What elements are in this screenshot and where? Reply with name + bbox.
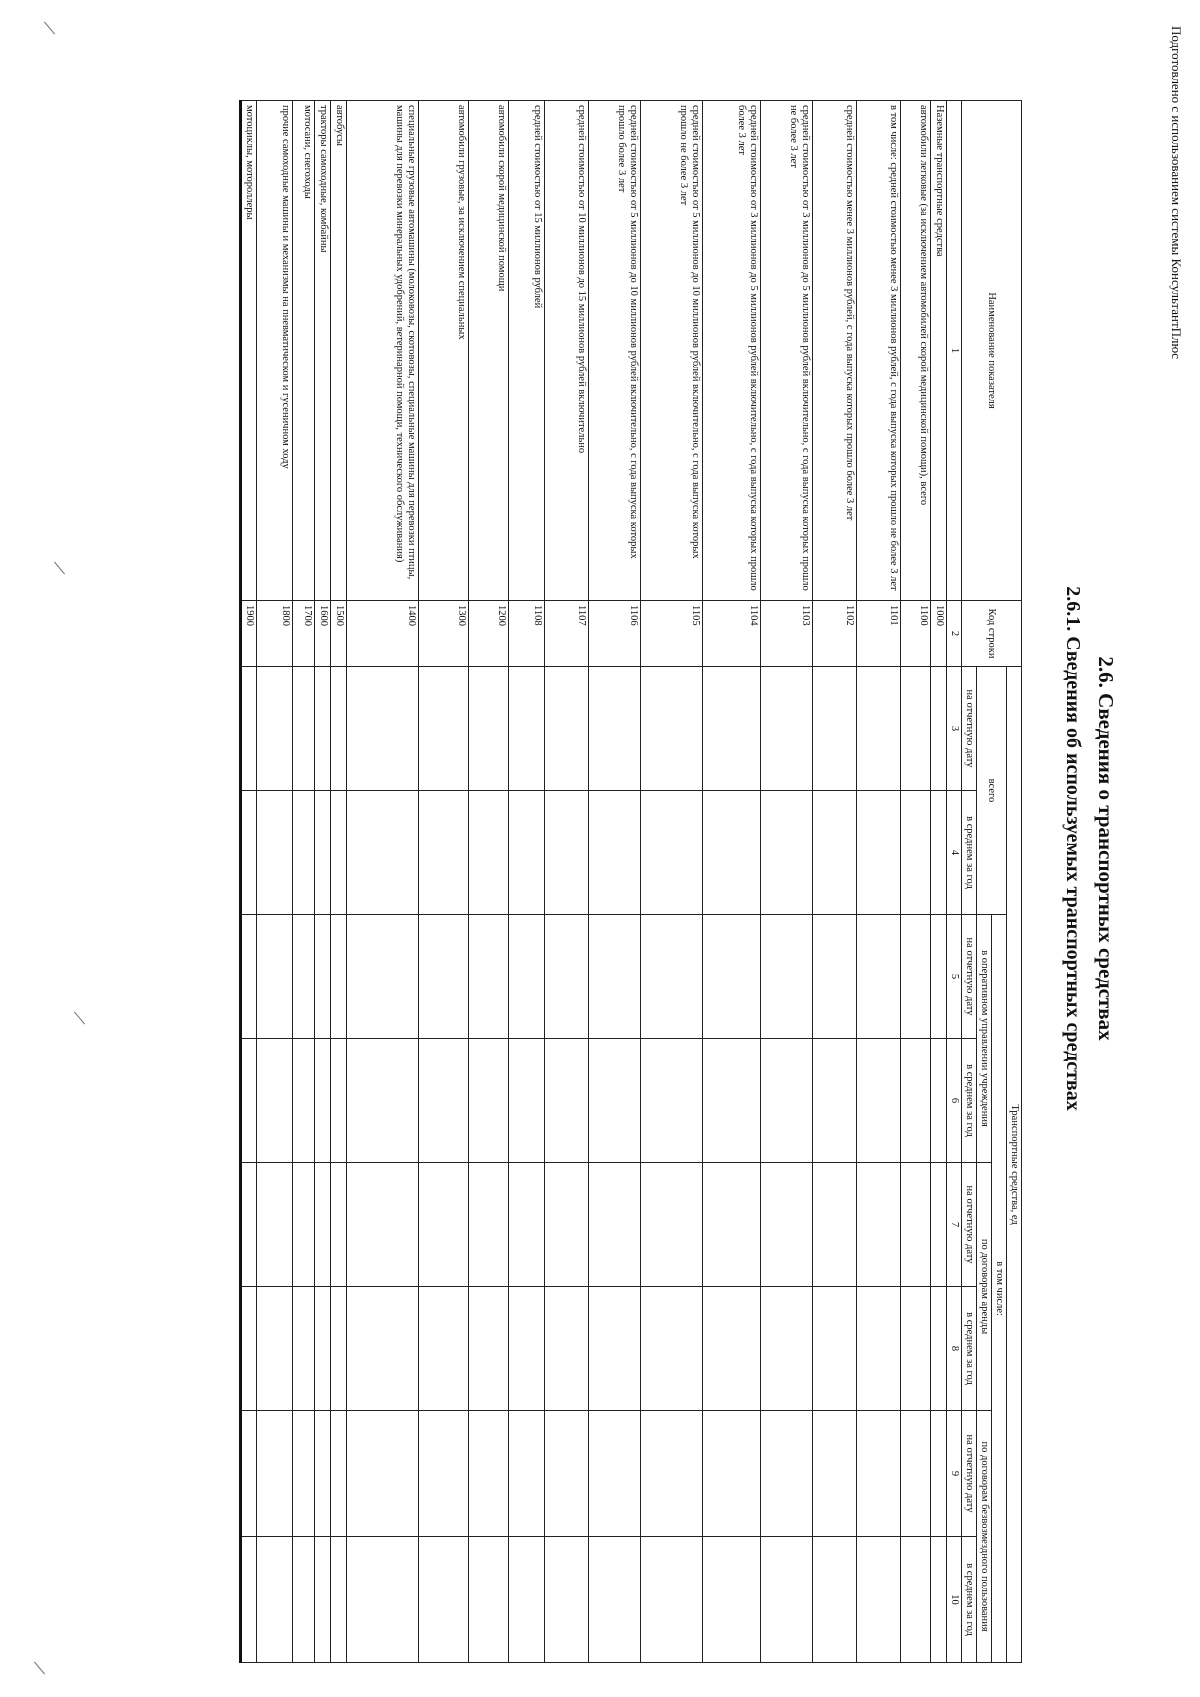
value-cell [544,1411,588,1537]
value-cell [314,1039,330,1163]
value-cell [588,1039,640,1163]
value-cell [588,667,640,791]
value-cell [640,667,702,791]
value-cell [702,1537,760,1663]
value-cell [314,1411,330,1537]
value-cell [418,915,468,1039]
value-cell [330,667,346,791]
value-cell [418,1287,468,1411]
header-free-on-date: на отчетную дату [961,1411,976,1537]
section-title: 2.6. Сведения о транспортных средствах [1094,656,1118,1041]
value-cell [856,1411,900,1537]
scan-mark [54,562,65,575]
value-cell [930,1411,946,1537]
row-name: автомобили скорой медицинской помощи [468,101,508,601]
value-cell [760,1163,812,1287]
value-cell [900,1039,930,1163]
value-cell [418,1537,468,1663]
value-cell [256,1287,292,1411]
value-cell [346,1537,418,1663]
header-total-avg: в среднем за год [961,791,976,915]
value-cell [240,791,256,915]
row-name: автомобили грузовые, за исключением специальных [418,101,468,601]
col-num: 7 [946,1163,961,1287]
value-cell [640,1287,702,1411]
value-cell [468,667,508,791]
header-incl: в том числе: [991,915,1006,1663]
row-name: средней стоимостью от 3 миллионов до 5 миллионов рублей включительно, с года выпуска которых прошло более 3 лет [702,101,760,601]
row-name: средней стоимостью от 3 миллионов до 5 миллионов рублей включительно, с года выпуска которых прошло не более 3 лет [760,101,812,601]
row-name: средней стоимостью менее 3 миллионов рублей, с года выпуска которых прошло более 3 лет [812,101,856,601]
value-cell [702,1287,760,1411]
value-cell [418,1411,468,1537]
value-cell [760,1287,812,1411]
value-cell [418,1163,468,1287]
table-header [946,101,1021,1663]
row-code: 1200 [468,601,508,667]
table-row [508,101,544,1663]
value-cell [330,1411,346,1537]
value-cell [900,915,930,1039]
header-operative-avg: в среднем за год [961,1039,976,1163]
value-cell [640,1411,702,1537]
row-name: в том числе: средней стоимостью менее 3 миллионов рублей, с года выпуска которых прошло не более 3 лет [856,101,900,601]
table-row [812,101,856,1663]
col-num: 5 [946,915,961,1039]
value-cell [508,915,544,1039]
table-row [588,101,640,1663]
value-cell [900,1163,930,1287]
value-cell [508,791,544,915]
col-num: 10 [946,1537,961,1663]
value-cell [346,1411,418,1537]
value-cell [544,915,588,1039]
value-cell [346,791,418,915]
row-code: 1400 [346,601,418,667]
value-cell [812,915,856,1039]
value-cell [702,667,760,791]
header-lease: по договорам аренды [976,1163,991,1411]
value-cell [760,1411,812,1537]
table-row [292,101,314,1663]
row-code: 1800 [256,601,292,667]
row-code: 1500 [330,601,346,667]
value-cell [314,915,330,1039]
table-row [240,101,256,1663]
row-name: автобусы [330,101,346,601]
value-cell [544,1163,588,1287]
value-cell [508,667,544,791]
header-group: Транспортные средства, ед [1006,667,1021,1663]
value-cell [292,667,314,791]
header-free-avg: в среднем за год [961,1537,976,1663]
value-cell [292,1537,314,1663]
value-cell [508,1411,544,1537]
row-name: мотоциклы, мотороллеры [240,101,256,601]
value-cell [292,1287,314,1411]
value-cell [330,1287,346,1411]
value-cell [468,1163,508,1287]
value-cell [702,915,760,1039]
header-operative: в оперативном управлении учреждения [976,915,991,1163]
col-num: 4 [946,791,961,915]
scan-mark [74,1012,85,1025]
value-cell [256,1411,292,1537]
subsection-title: 2.6.1. Сведения об используемых транспортных средствах [1062,586,1084,1111]
value-cell [702,1411,760,1537]
value-cell [640,1039,702,1163]
col-num: 8 [946,1287,961,1411]
value-cell [588,1287,640,1411]
table-row [346,101,418,1663]
value-cell [314,791,330,915]
value-cell [640,1537,702,1663]
row-name: тракторы самоходные, комбайны [314,101,330,601]
value-cell [468,1411,508,1537]
value-cell [346,1039,418,1163]
value-cell [330,1039,346,1163]
value-cell [760,667,812,791]
value-cell [930,1287,946,1411]
value-cell [346,1163,418,1287]
table-row [760,101,812,1663]
header-total: всего [976,667,1006,915]
value-cell [930,1039,946,1163]
value-cell [292,1163,314,1287]
value-cell [240,1411,256,1537]
value-cell [240,1039,256,1163]
row-code: 1103 [760,601,812,667]
table-body [240,101,946,1663]
value-cell [418,667,468,791]
value-cell [812,1411,856,1537]
table-row [418,101,468,1663]
value-cell [544,791,588,915]
scan-mark [44,22,55,35]
row-code: 1106 [588,601,640,667]
value-cell [856,791,900,915]
value-cell [240,1537,256,1663]
value-cell [346,1287,418,1411]
row-code: 1000 [930,601,946,667]
value-cell [588,915,640,1039]
value-cell [812,667,856,791]
value-cell [330,1163,346,1287]
value-cell [702,791,760,915]
row-name: средней стоимостью от 10 миллионов до 15 миллионов рублей включительно [544,101,588,601]
value-cell [292,915,314,1039]
value-cell [812,1163,856,1287]
value-cell [256,791,292,915]
value-cell [856,1163,900,1287]
value-cell [292,791,314,915]
value-cell [588,1411,640,1537]
value-cell [760,915,812,1039]
header-lease-avg: в среднем за год [961,1287,976,1411]
row-code: 1300 [418,601,468,667]
value-cell [900,1411,930,1537]
vehicles-table [239,100,1022,1663]
header-operative-on-date: на отчетную дату [961,915,976,1039]
value-cell [856,915,900,1039]
value-cell [588,791,640,915]
row-name: мотосани, снегоходы [292,101,314,601]
value-cell [856,1039,900,1163]
value-cell [292,1039,314,1163]
value-cell [468,791,508,915]
value-cell [292,1411,314,1537]
value-cell [930,791,946,915]
value-cell [702,1163,760,1287]
value-cell [508,1163,544,1287]
value-cell [588,1537,640,1663]
value-cell [544,1537,588,1663]
col-num: 9 [946,1411,961,1537]
value-cell [544,1287,588,1411]
footer-note: Подготовлено с использованием системы КонсультантПлюс [1169,26,1184,360]
row-name: прочие самоходные машины и механизмы на пневматическом и гусеничном ходу [256,101,292,601]
table-row [468,101,508,1663]
value-cell [640,915,702,1039]
value-cell [856,1537,900,1663]
value-cell [812,1039,856,1163]
value-cell [330,1537,346,1663]
table-row [640,101,702,1663]
row-name: автомобили легковые (за исключением автомобилей скорой медицинской помощи), всего [900,101,930,601]
table-row [330,101,346,1663]
value-cell [346,915,418,1039]
value-cell [314,1163,330,1287]
value-cell [856,1287,900,1411]
value-cell [856,667,900,791]
value-cell [240,667,256,791]
table-row [900,101,930,1663]
header-lease-on-date: на отчетную дату [961,1163,976,1287]
row-code: 1105 [640,601,702,667]
header-free-use: по договорам безвозмездного пользования [976,1411,991,1663]
row-code: 1108 [508,601,544,667]
value-cell [240,1287,256,1411]
header-total-on-date: на отчетную дату [961,667,976,791]
col-num: 6 [946,1039,961,1163]
value-cell [346,667,418,791]
value-cell [760,1039,812,1163]
value-cell [508,1537,544,1663]
value-cell [240,1163,256,1287]
row-name: средней стоимостью от 15 миллионов рублей [508,101,544,601]
value-cell [812,1537,856,1663]
row-name: Наземные транспортные средства [930,101,946,601]
value-cell [256,667,292,791]
value-cell [468,1039,508,1163]
value-cell [640,1163,702,1287]
value-cell [256,1039,292,1163]
row-code: 1100 [900,601,930,667]
value-cell [330,915,346,1039]
row-name: средней стоимостью от 5 миллионов до 10 миллионов рублей включительно, с года выпуска которых прошло более 3 лет [588,101,640,601]
table-row [856,101,900,1663]
col-num: 1 [946,101,961,601]
value-cell [314,1537,330,1663]
value-cell [314,1287,330,1411]
table-row [930,101,946,1663]
value-cell [468,1537,508,1663]
value-cell [508,1287,544,1411]
value-cell [900,1537,930,1663]
value-cell [240,915,256,1039]
header-name: Наименование показателя [961,101,1021,601]
value-cell [418,1039,468,1163]
value-cell [900,667,930,791]
value-cell [256,915,292,1039]
value-cell [544,667,588,791]
row-code: 1600 [314,601,330,667]
value-cell [812,1287,856,1411]
value-cell [588,1163,640,1287]
header-code: Код строки [961,601,1021,667]
value-cell [314,667,330,791]
table-row [702,101,760,1663]
value-cell [900,791,930,915]
value-cell [640,791,702,915]
value-cell [330,791,346,915]
value-cell [930,1163,946,1287]
table-row [314,101,330,1663]
row-code: 1700 [292,601,314,667]
row-code: 1104 [702,601,760,667]
value-cell [702,1039,760,1163]
value-cell [468,915,508,1039]
scan-mark [34,1662,45,1675]
column-numbers-row [946,101,961,1663]
value-cell [418,791,468,915]
value-cell [900,1287,930,1411]
col-num: 2 [946,601,961,667]
row-code: 1107 [544,601,588,667]
row-code: 1101 [856,601,900,667]
table-row [544,101,588,1663]
value-cell [256,1163,292,1287]
value-cell [760,791,812,915]
value-cell [930,915,946,1039]
table-row [256,101,292,1663]
row-name: специальные грузовые автомашины (молоковозы, скотовозы, специальные машины для перевозки птицы, машины для перевозки минеральных удобрений, ветеринарной помощи, технического обслуживания) [346,101,418,601]
value-cell [508,1039,544,1163]
value-cell [760,1537,812,1663]
value-cell [544,1039,588,1163]
value-cell [256,1537,292,1663]
value-cell [930,1537,946,1663]
row-code: 1102 [812,601,856,667]
col-num: 3 [946,667,961,791]
value-cell [930,667,946,791]
value-cell [812,791,856,915]
row-name: средней стоимостью от 5 миллионов до 10 миллионов рублей включительно, с года выпуска которых прошло не более 3 лет [640,101,702,601]
row-code: 1900 [240,601,256,667]
value-cell [468,1287,508,1411]
